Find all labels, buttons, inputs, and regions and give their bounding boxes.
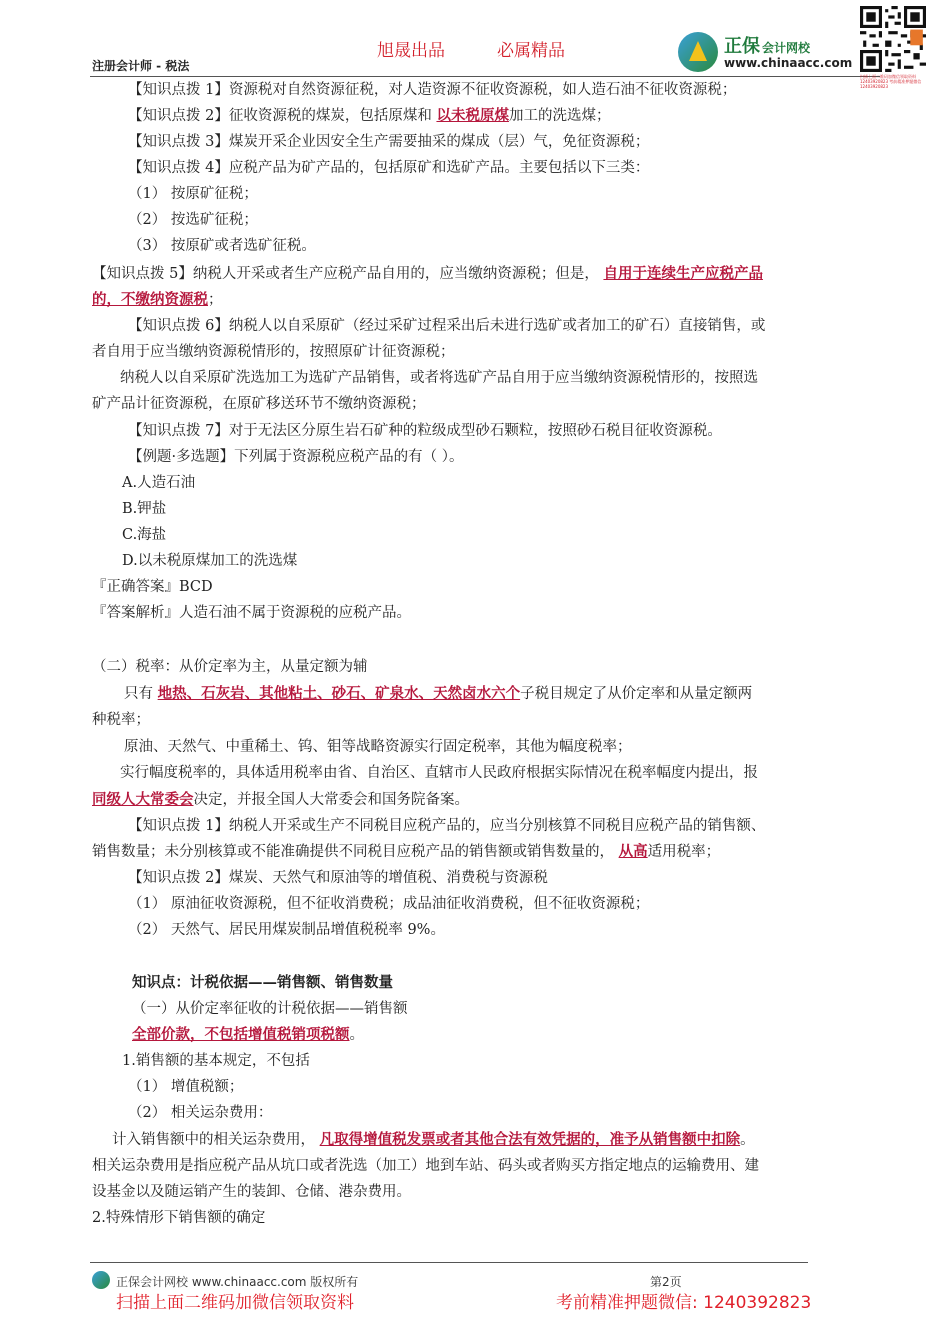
text-line (122, 499, 166, 519)
text-span: 【例题·多选题】下列属于资源税应税产品的有（ ）。 (128, 449, 464, 465)
text-line (112, 1130, 755, 1150)
text-span: 【知识点拨 1】纳税人开采或生产不同税目应税产品的，应当分别核算不同税目应税产品的销售额、 (128, 818, 766, 834)
text-span: （2） 按选矿征税； (128, 212, 258, 228)
text-line (128, 920, 445, 940)
footer-rule (90, 1262, 808, 1263)
highlight-text: 地热、石灰岩、其他粘土、砂石、矿泉水、天然卤水六个 (157, 685, 521, 702)
text-span: 者自用于应当缴纳资源税情形的，按照原矿计征资源税； (92, 344, 455, 360)
text-span: 2.特殊情形下销售额的确定 (92, 1210, 266, 1226)
text-span: 种税率； (92, 712, 150, 728)
text-span: 计入销售额中的相关运杂费用， (112, 1132, 320, 1148)
text-span: （一）从价定率征收的计税依据——销售额 (132, 1001, 408, 1017)
text-span: （二）税率：从价定率为主，从量定额为辅 (92, 659, 368, 675)
text-line (92, 1156, 759, 1176)
text-line (92, 603, 411, 623)
footer-logo-icon (92, 1271, 110, 1289)
text-span: 加工的洗选煤； (508, 108, 611, 124)
text-span: （1） 原油征收资源税，但不征收消费税；成品油征收消费税，但不征收资源税； (128, 896, 650, 912)
text-line (122, 551, 297, 571)
highlight-text: 的，不缴纳资源税 (92, 291, 208, 308)
promo-right: 考前精准押题微信: 1240392823 (556, 1293, 812, 1313)
page-number: 第2页 (650, 1275, 682, 1289)
text-line (92, 1208, 265, 1228)
highlight-text: 全部价款，不包括增值税销项税额 (132, 1026, 350, 1043)
logo-mark-icon (678, 32, 718, 72)
text-span: 子税目规定了从价定率和从量定额两 (520, 686, 753, 702)
text-span: 纳税人以自采原矿洗选加工为选矿产品销售，或者将选矿产品自用于应当缴纳资源税情形的，按照选 (120, 370, 758, 386)
text-line (92, 577, 213, 597)
text-span: （2） 天然气、居民用煤炭制品增值税税率 9%。 (128, 922, 445, 938)
text-span: D.以未税原煤加工的洗选煤 (122, 553, 298, 569)
text-span: （2） 相关运杂费用： (128, 1105, 273, 1121)
text-line (132, 1025, 364, 1045)
text-line (128, 236, 316, 256)
qr-caption: 扫描上面二维码加微信领取资料 12403920823 考前精准押题微信 12403920823 (860, 74, 922, 89)
text-span: 【知识点拨 2】煤炭、天然气和原油等的增值税、消费税与资源税 (128, 870, 548, 886)
text-line (132, 973, 393, 993)
text-line (128, 816, 765, 836)
text-span: ； (208, 292, 223, 308)
text-span: （1） 增值税额； (128, 1079, 244, 1095)
text-line (128, 447, 463, 467)
text-line (120, 368, 758, 388)
text-line (92, 1182, 411, 1202)
text-span: C.海盐 (122, 527, 167, 543)
text-line (128, 106, 610, 126)
text-span: （3） 按原矿或者选矿征税。 (128, 238, 316, 254)
text-line (128, 132, 649, 152)
text-line (128, 868, 548, 888)
chinaacc-logo[interactable] (678, 28, 858, 78)
logo-name: 正保 (724, 36, 760, 57)
text-line (122, 525, 166, 545)
header-slogan-2: 必属精品 (497, 41, 565, 61)
text-span: 。 (740, 1132, 755, 1148)
text-span: 原油、天然气、中重稀土、钨、钼等战略资源实行固定税率，其他为幅度税率； (124, 739, 632, 755)
highlight-text: 以未税原煤 (436, 107, 509, 124)
text-span: B.钾盐 (122, 501, 167, 517)
text-line (128, 158, 649, 178)
qr-code-icon (860, 6, 926, 72)
logo-url: www.chinaacc.com (724, 56, 853, 70)
text-line (92, 264, 763, 284)
highlight-text: 从高 (618, 843, 648, 860)
text-span: 。 (349, 1027, 364, 1043)
text-line (124, 737, 632, 757)
text-line (92, 842, 720, 862)
highlight-text: 同级人大常委会 (92, 791, 194, 808)
text-line (92, 657, 368, 677)
footer-copyright: 正保会计网校 www.chinaacc.com 版权所有 (116, 1275, 359, 1289)
text-span: 相关运杂费用是指应税产品从坑口或者洗选（加工）地到车站、码头或者购买方指定地点的运输费用、建 (92, 1158, 759, 1174)
text-line (92, 342, 455, 362)
text-line (92, 790, 469, 810)
logo-sub: 会计网校 (762, 41, 811, 55)
text-span: 【知识点拨 2】征收资源税的煤炭，包括原煤和 (128, 108, 437, 124)
text-line (128, 210, 258, 230)
text-line (120, 763, 758, 783)
text-span: 【知识点拨 4】应税产品为矿产品的，包括原矿和选矿产品。主要包括以下三类： (128, 160, 650, 176)
text-span: 只有 (124, 686, 158, 702)
text-span: 适用税率； (647, 844, 721, 860)
text-span: 决定，并报全国人大常委会和国务院备案。 (193, 792, 469, 808)
text-span: 『正确答案』BCD (92, 579, 213, 595)
text-span: 1.销售额的基本规定，不包括 (122, 1053, 310, 1069)
text-span: 『答案解析』人造石油不属于资源税的应税产品。 (92, 605, 411, 621)
text-span: 【知识点拨 3】煤炭开采企业因安全生产需要抽采的煤成（层）气，免征资源税； (128, 134, 650, 150)
text-line (124, 684, 752, 704)
text-line (128, 316, 765, 336)
text-line (128, 184, 258, 204)
text-line (92, 710, 150, 730)
text-span: 【知识点拨 6】纳税人以自采原矿（经过采矿过程采出后未进行选矿或者加工的矿石）直接销售，或 (128, 318, 766, 334)
highlight-text: 自用于连续生产应税产品 (603, 265, 763, 282)
text-span: 矿产品计征资源税，在原矿移送环节不缴纳资源税； (92, 396, 426, 412)
text-line (122, 473, 195, 493)
text-span: 【知识点拨 1】资源税对自然资源征税，对人造资源不征收资源税，如人造石油不征收资源税； (128, 82, 737, 98)
text-span: 销售数量；未分别核算或不能准确提供不同税目应税产品的销售额或销售数量的， (92, 844, 619, 860)
text-span: 【知识点拨 5】纳税人开采或者生产应税产品自用的，应当缴纳资源税；但是， (92, 266, 604, 282)
text-span: 知识点：计税依据——销售额、销售数量 (132, 974, 393, 991)
text-span: A.人造石油 (122, 475, 196, 491)
promo-left: 扫描上面二维码加微信领取资料 (116, 1293, 354, 1313)
highlight-text: 凡取得增值税发票或者其他合法有效凭据的，准予从销售额中扣除 (319, 1131, 741, 1148)
text-line (122, 1051, 310, 1071)
text-span: 实行幅度税率的，具体适用税率由省、自治区、直辖市人民政府根据实际情况在税率幅度内提出，报 (120, 765, 758, 781)
text-line (92, 290, 223, 310)
text-line (128, 1103, 272, 1123)
text-span: （1） 按原矿征税； (128, 186, 258, 202)
text-line (132, 999, 408, 1019)
text-line (128, 1077, 243, 1097)
text-line (128, 80, 736, 100)
text-line (128, 894, 649, 914)
text-line (128, 421, 722, 441)
text-span: 设基金以及随运销产生的装卸、仓储、港杂费用。 (92, 1184, 411, 1200)
course-title: 注册会计师 - 税法 (92, 59, 190, 73)
header-slogan-1: 旭晟出品 (377, 41, 445, 61)
text-line (92, 394, 426, 414)
text-span: 【知识点拨 7】对于无法区分原生岩石矿种的粒级成型砂石颗粒，按照砂石税目征收资源税。 (128, 423, 722, 439)
